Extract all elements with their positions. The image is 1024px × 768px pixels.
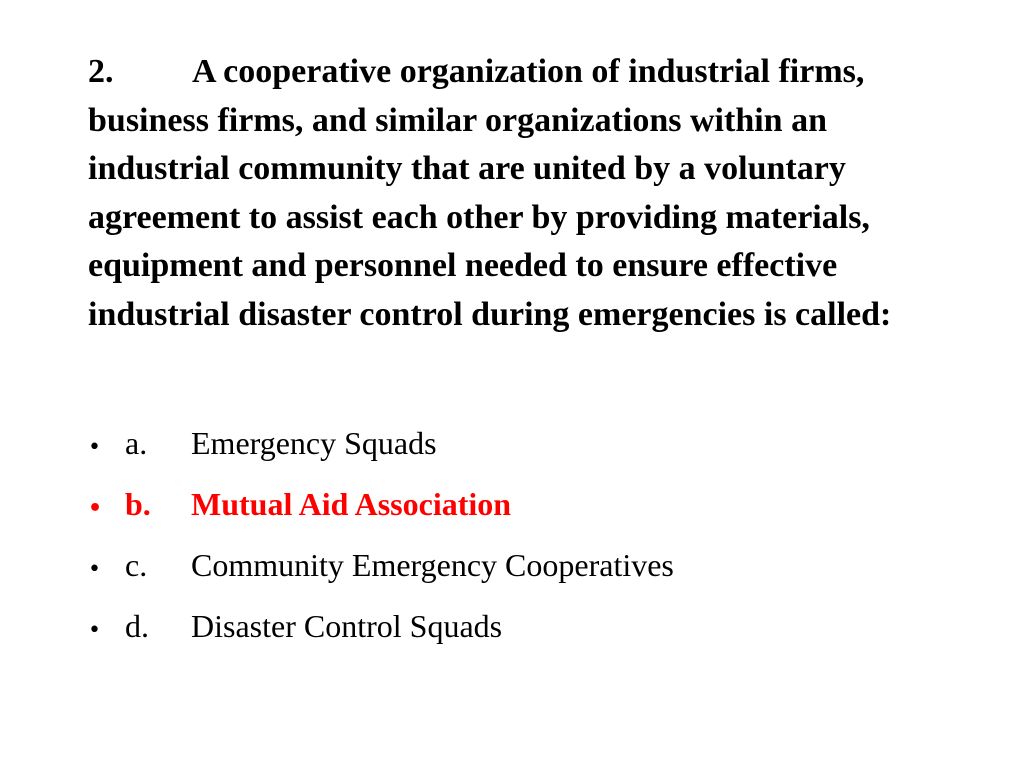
option-d (88, 598, 674, 659)
option-b-correct-answer (88, 476, 674, 537)
option-text: Emergency Squads (191, 425, 437, 461)
bullet-icon: • (88, 557, 101, 582)
option-letter: c. (125, 547, 148, 583)
option-text: Community Emergency Cooperatives (191, 547, 674, 583)
option-a (88, 415, 674, 476)
question-text-block (88, 48, 938, 339)
bullet-icon: • (88, 496, 103, 521)
option-c (88, 537, 674, 598)
bullet-icon: • (88, 618, 101, 643)
answer-options-list (88, 415, 674, 659)
bullet-icon: • (88, 435, 101, 460)
option-letter: b. (125, 486, 151, 522)
option-text: Mutual Aid Association (191, 486, 512, 522)
option-letter: a. (125, 425, 148, 461)
question-text: A cooperative organization of industrial firms, business firms, and similar organizations within an industrial community that are united by a voluntary agreement to assist each other by providing materials, equipment and personnel needed to ensure effective industrial disaster control during emergencies is called: (88, 53, 892, 333)
question-number: 2. (88, 53, 114, 90)
option-letter: d. (125, 608, 149, 644)
option-text: Disaster Control Squads (191, 608, 503, 644)
